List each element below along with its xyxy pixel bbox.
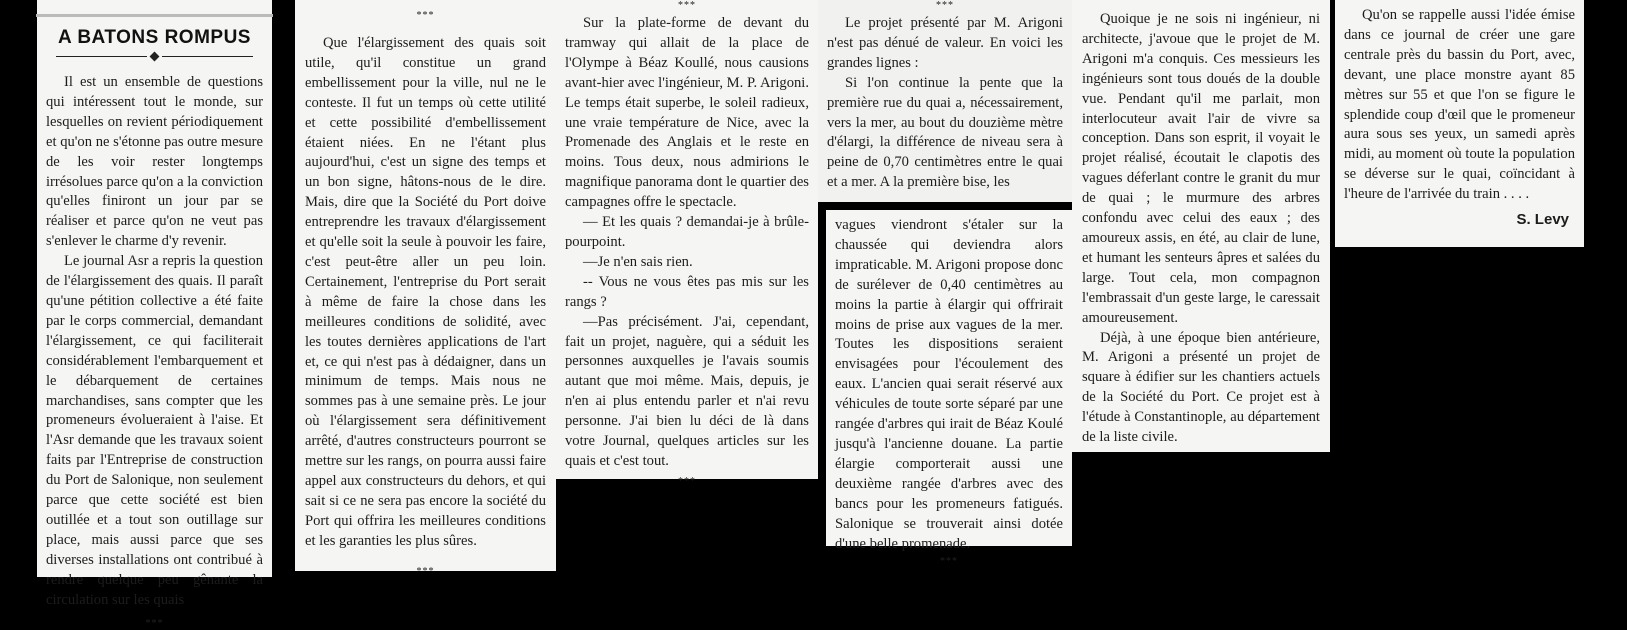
column-1 [37, 0, 272, 630]
section-separator: *** [936, 0, 954, 11]
paragraph: —Je n'en sais rien. [583, 253, 693, 270]
paragraph: Le projet présenté par M. Arigoni n'est pas dénué de valeur. En voici les grandes lignes : [827, 15, 1063, 71]
column-4-bottom [826, 210, 1072, 568]
column-2 [295, 0, 556, 577]
paragraph: Sur la plate-forme de devant du tramway qui allait de la place de l'Olympe à Béaz Koullé, nous causions avant-hier avec l'ingénieur, M. P. Arigoni. Le temps était superbe, le soleil radieux, une vraie température de Nice, avec la Promenade des Anglais et le reste en moins. Tous deux, nous admirions le magnifique panorama dont le quartier des campagnes offre le spectacle. [565, 15, 809, 211]
paragraph: Qu'on se rappelle aussi l'idée émise dans ce journal de créer une gare centrale près du bassin du Port, avec, devant, une place monstre ayant 85 mètres sur 55 et que l'on se figure le splendide coup d'œil que le promeneur aura sous ses yeux, un samedi après midi, au moment où toute la population se déverse sur le quai, coïncidant à l'heure de l'arrivée du train . . . . [1344, 7, 1575, 203]
article-title: A BATONS ROMPUS [58, 27, 251, 48]
paragraph: Déjà, à une époque bien antérieure, M. Arigoni a présenté un projet de square à édifier sur les chantiers actuels de la Société du Port. Ce projet est à l'étude à Constantinople, au département de la liste civile. [1082, 329, 1320, 446]
paragraph: Quoique je ne sois ni ingénieur, ni architecte, j'avoue que le projet de M. Arigoni m'a conquis. Ces messieurs les ingénieurs sont tous doués de la double vue. Pendant qu'il me parlait, mon interlocuteur avait l'air de vivre sa conception. Dans son esprit, il voyait le projet réalisé, écoutait le clapotis des vagues déferlant contre le granit du mur de quai ; le murmure des arbres confondu avec celui des eaux ; des amoureux assis, en été, au clair de lune, et humant les senteurs âpres et salées du large. Tout cela, mon compagnon l'embrassait d'un geste large, le caressait amoureusement. [1082, 11, 1320, 326]
column-6 [1335, 0, 1584, 247]
column-5 [1072, 0, 1330, 452]
paragraph: Si l'on continue la pente que la première rue du quai a, nécessairement, vers la mer, au bout du douzième mètre d'élargi, la différence de niveau sera à peine de 0,70 centimètres entre le quai et a mer. A la première bise, les [827, 74, 1063, 191]
section-separator: *** [678, 475, 696, 487]
paragraph: —Pas précisément. J'ai, cependant, fait un projet, naguère, qui a séduit les personnes auxquelles je l'avais soumis autant que moi même. Mais, depuis, je n'en ai plus entendu parler et n'ai revu personne. J'ai bien lu déci de là dans votre Journal, quelques articles sur les quais et c'est tout. [565, 313, 809, 469]
section-separator: *** [416, 565, 435, 577]
author-signature: S. Levy [1516, 211, 1569, 229]
paragraph: Que l'élargissement des quais soit utile, qu'il constitue un grand embellissement pour la ville, nul ne le conteste. Il fut un temps où cette utilité et cette possibilité d'embellissement étaient niées. En ne l'étant plus aujourd'hui, c'est un signe des temps et un bon signe, hâtons-nous de le dire. Mais, dire que la Société du Port doive entreprendre les travaux d'élargissement et qu'elle soit la seule à pouvoir les faire, c'est peut-être aller un peu loin. Certainement, l'entreprise du Port serait à même de faire la chose dans les meilleures conditions de solidité, avec les toutes dernières applications de l'art et, ce qui n'est pas à dédaigner, dans un minimum de temps. Mais nous ne sommes pas à une semaine près. Le jour où l'élargissement sera définitivement arrêté, d'autres constructeurs pourront se mettre sur les rangs, on pourra aussi faire appel aux constructeurs du dehors, et qui sait si ce ne sera pas encore la société du Port qui offrira les meilleures conditions et les garanties les plus sûres. [305, 35, 546, 549]
top-rule [36, 14, 273, 17]
section-separator: *** [416, 10, 435, 21]
column-3 [556, 0, 818, 487]
column-4-top [818, 0, 1072, 202]
title-ornament [56, 51, 253, 61]
section-separator: *** [940, 556, 958, 568]
section-separator: *** [678, 0, 696, 11]
paragraph: vagues viendront s'étaler sur la chaussée qui deviendra alors impraticable. M. Arigoni propose donc de surélever de 0,40 centimètres au moins la partie à élargir qui offrirait moins de prise aux vagues de la mer. Toutes les dispositions seraient envisagées pour l'écoulement des eaux. L'ancien quai serait réservé aux véhicules de toute sorte séparé par une rangée d'arbres qui irait de Béaz Koulé jusqu'à l'ancienne douane. La partie élargie comporterait aussi une deuxième rangée d'arbres avec des bancs pour les promeneurs fatigués. Salonique se trouverait ainsi dotée d'une belle promenade. [835, 217, 1063, 552]
section-separator: *** [145, 618, 164, 630]
paragraph: — Et les quais ? demandai-je à brûle-pourpoint. [565, 214, 809, 250]
paragraph: Le journal Asr a repris la question de l'élargissement des quais. Il paraît qu'une pétition collective a été faite par le corps commercial, demandant l'élargissement, ce qui faciliterait considérablement l'embarquement et le débarquement de certaines marchandises, sans compter que les promeneurs évolueraient à l'aise. Et l'Asr demande que les travaux soient faits par l'Entreprise de construction du Port de Salonique, non seulement parce que cette société est bien outillée et a tout son outillage sur place, mais aussi parce que ses diverses installations ont contribué à rendre quelque peu gênante la circulation sur les quais [46, 253, 263, 608]
paragraph: Il est un ensemble de questions qui intéressent tout le monde, sur lesquelles on revient périodiquement et qu'on ne s'étonne pas outre mesure de les voir rester longtemps irrésolues parce qu'on a la conviction qu'elles finiront un jour par se réaliser et parce qu'on ne veut pas s'enlever le charme d'y revenir. [46, 74, 263, 250]
paragraph: -- Vous ne vous êtes pas mis sur les rangs ? [565, 273, 809, 310]
